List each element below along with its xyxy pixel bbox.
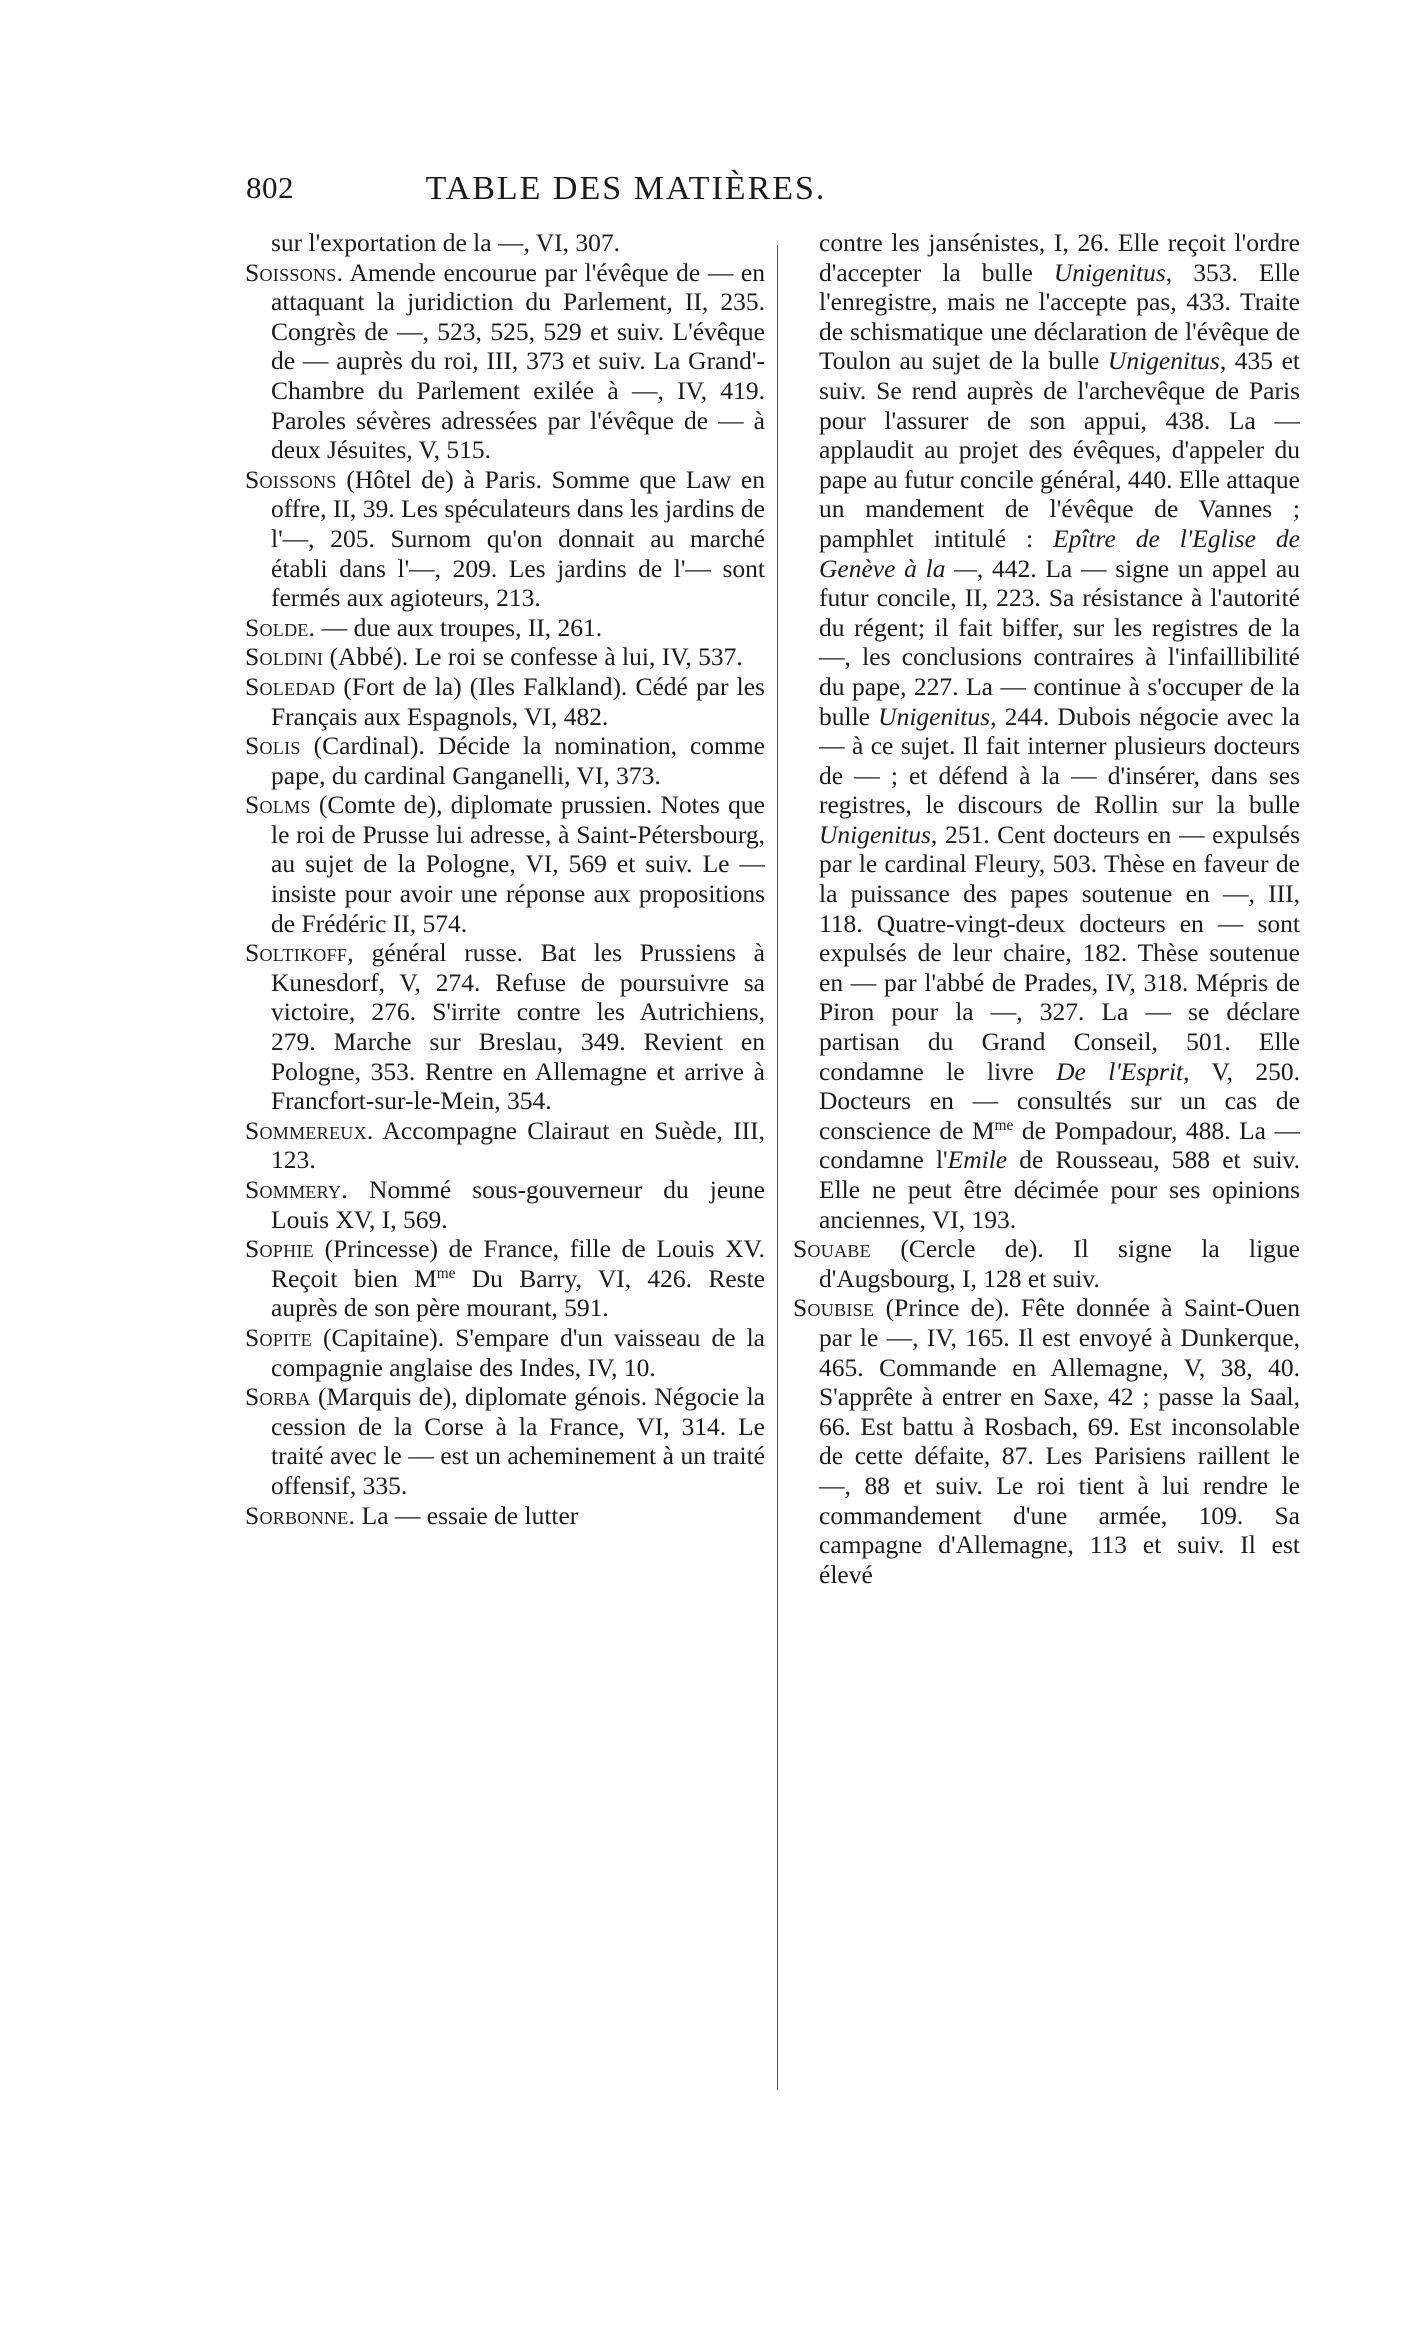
right-column [793, 228, 1300, 2088]
index-columns [0, 228, 1413, 2088]
left-column [245, 228, 765, 2088]
entry-head: Sorbonne. [245, 1500, 356, 1530]
entry-head: Solms [245, 790, 311, 820]
index-entry-soubise: Soubise (Prince de). Fête donnée à Saint-Ouen par le —, IV, 165. Il est envoyé à Dunkerque, 465. Commande en Allemagne, V, 38, 40. S'apprête à entrer en Saxe, 42 ; passe la Saal, 66. Est battu à Rosbach, 69. Est inconsolable de cette défaite, 87. Les Parisiens raillent le —, 88 et suiv. Le roi tient à lui rendre le commandement d'une armée, 109. Sa campagne d'Allemagne, 113 et suiv. Il est élevé [793, 1293, 1300, 1589]
index-entry-sopite: Sopite (Capitaine). S'empare d'un vaisseau de la compagnie anglaise des Indes, IV, 10. [245, 1322, 765, 1382]
index-entry-solde: Solde. — due aux troupes, II, 261. [245, 612, 603, 642]
entry-head: Soissons. [245, 257, 344, 287]
entry-head: Soissons [245, 464, 337, 494]
index-entry-sorbonne: Sorbonne. La — essaie de lutter [245, 1500, 579, 1530]
entry-head: Soltikoff, [245, 938, 354, 968]
index-entry-sorba: Sorba (Marquis de), diplomate génois. Négocie la cession de la Corse à la France, VI, 314. Le traité avec le — est un acheminement à un traité offensif, 335. [245, 1382, 765, 1500]
entry-head: Soubise [793, 1293, 875, 1323]
index-entry-sommereux: Sommereux. Accompagne Clairaut en Suède, III, 123. [245, 1115, 765, 1175]
index-entry-soldini: Soldini (Abbé). Le roi se confesse à lui, IV, 537. [245, 642, 743, 672]
index-entry-soledad: Soledad (Fort de la) (Iles Falkland). Cédé par les Français aux Espagnols, VI, 482. [245, 671, 765, 731]
index-entry-sorbonne-continued: contre les jansénistes, I, 26. Elle reçoit l'ordre d'accepter la bulle Unigenitus, 353. Elle l'enregistre, mais ne l'accepte pas, 433. Traite de schismatique une déclaration de l'évêque de Toulon au sujet de la bulle Unigenitus, 435 et suiv. Se rend auprès de l'archevêque de Paris pour l'assurer de son appui, 438. La — applaudit au projet des évêques, d'appeler du pape au futur concile général, 440. Elle attaque un mandement de l'évêque de Vannes ; pamphlet intitulé : Epître de l'Eglise de Genève à la —, 442. La — signe un appel au futur concile, II, 223. Sa résistance à l'autorité du régent; il fait biffer, sur les registres de la —, les conclusions contraires à l'infaillibilité du pape, 227. La — continue à s'occuper de la bulle Unigenitus, 244. Dubois négocie avec la — à ce sujet. Il fait interner plusieurs docteurs de — ; et défend à la — d'insérer, dans ses registres, le discours de Rollin sur la bulle Unigenitus, 251. Cent docteurs en — expulsés par le cardinal Fleury, 503. Thèse en faveur de la puissance des papes soutenue en —, III, 118. Quatre-vingt-deux docteurs en — sont expulsés de leur chaire, 182. Thèse soutenue en — par l'abbé de Prades, IV, 318. Mépris de Piron pour la —, 327. La — se déclare partisan du Grand Conseil, 501. Elle condamne le livre De l'Esprit, V, 250. Docteurs en — consultés sur un cas de conscience de $M^{me}$ de Pompadour, 488. La — condamne l'Emile de Rousseau, 588 et suiv. Elle ne peut être décimée pour ses opinions anciennes, VI, 193. [819, 228, 1300, 1234]
index-entry-continuation: sur l'exportation de la —, VI, 307. [271, 228, 621, 257]
index-entry-soissons-hotel: Soissons (Hôtel de) à Paris. Somme que Law en offre, II, 39. Les spéculateurs dans les jardins de l'—, 205. Surnom qu'on donnait au marché établi dans l'—, 209. Les jardins de l'— sont fermés aux agioteurs, 213. [245, 464, 765, 613]
page-number: 802 [246, 170, 294, 205]
index-entry-soissons: Soissons. Amende encourue par l'évêque de — en attaquant la juridiction du Parlement, II, 235. Congrès de —, 523, 525, 529 et suiv. L'évêque de — auprès du roi, III, 373 et suiv. La Grand'-Chambre du Parlement exilée à —, IV, 419. Paroles sévères adressées par l'évêque de — à deux Jésuites, V, 515. [245, 257, 765, 465]
entry-head: Sommery. [245, 1175, 348, 1204]
index-entry-sophie: Sophie (Princesse) de France, fille de Louis XV. Reçoit bien $M^{me}$ Du Barry, VI, 426. Reste auprès de son père mourant, 591. [245, 1234, 765, 1323]
index-entry-soltikoff: Soltikoff, général russe. Bat les Prussiens à Kunesdorf, V, 274. Refuse de poursuivre sa victoire, 276. S'irrite contre les Autrichiens, 279. Marche sur Breslau, 349. Revient en Pologne, 353. Rentre en Allemagne et arrive à Francfort-sur-le-Mein, 354. [245, 938, 765, 1116]
index-entry-sommery: Sommery. Nommé sous-gouverneur du jeune Louis XV, I, 569. [245, 1175, 765, 1234]
index-entry-solis: Solis (Cardinal). Décide la nomination, comme pape, du cardinal Ganganelli, VI, 373. [245, 731, 765, 790]
running-title: TABLE DES MATIÈRES. [425, 170, 827, 207]
index-entry-souabe: Souabe (Cercle de). Il signe la ligue d'Augsbourg, I, 128 et suiv. [793, 1234, 1300, 1293]
entry-head: Sommereux. [245, 1115, 374, 1145]
entry-head: Soldini [245, 642, 324, 672]
entry-head: Sophie [245, 1234, 314, 1264]
entry-head: Sopite [245, 1322, 312, 1352]
entry-head: Solis [245, 731, 301, 761]
entry-head: Souabe [793, 1234, 871, 1264]
entry-head: Solde. [245, 612, 316, 642]
entry-head: Soledad [245, 671, 336, 701]
page-header [246, 170, 966, 216]
entry-head: Sorba [245, 1382, 311, 1412]
index-entry-solms: Solms (Comte de), diplomate prussien. Notes que le roi de Prusse lui adresse, à Saint-Pétersbourg, au sujet de la Pologne, VI, 569 et suiv. Le — insiste pour avoir une réponse aux propositions de Frédéric II, 574. [245, 790, 765, 938]
